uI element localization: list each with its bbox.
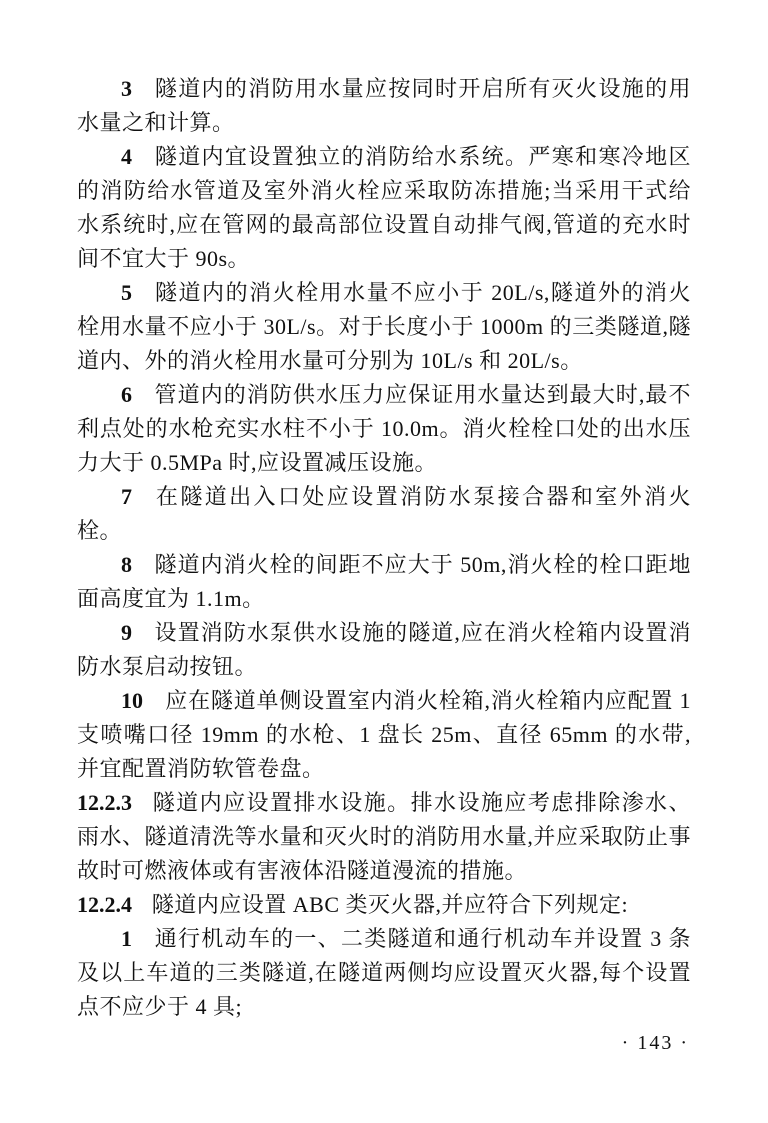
section-12-2-3-paragraph <box>77 786 691 888</box>
clause-3-paragraph <box>77 72 691 140</box>
section-text: 隧道内应设置排水设施。排水设施应考虑排除渗水、雨水、隧道清洗等水量和灭火时的消防用水量,并应采取防止事故时可燃液体或有害液体沿隧道漫流的措施。 <box>77 790 691 883</box>
clause-6-paragraph <box>77 378 691 480</box>
section-number: 12.2.4 <box>77 892 132 917</box>
page-number: · 143 · <box>621 1032 689 1054</box>
clause-number: 4 <box>121 144 132 169</box>
clause-5-paragraph <box>77 276 691 378</box>
clause-10-paragraph <box>77 684 691 786</box>
section-12-2-4-paragraph <box>77 888 691 922</box>
clause-number: 8 <box>121 552 132 577</box>
clause-number: 6 <box>121 382 132 407</box>
clause-text: 隧道内宜设置独立的消防给水系统。严寒和寒冷地区的消防给水管道及室外消火栓应采取防冻措施;当采用干式给水系统时,应在管网的最高部位设置自动排气阀,管道的充水时间不宜大于 90s。 <box>77 144 691 271</box>
document-body <box>77 72 691 1024</box>
section-number: 12.2.3 <box>77 790 132 815</box>
clause-9-paragraph <box>77 616 691 684</box>
clause-number: 3 <box>121 76 132 101</box>
clause-text: 在隧道出入口处应设置消防水泵接合器和室外消火栓。 <box>77 484 691 543</box>
subclause-1-paragraph <box>77 922 691 1024</box>
clause-text: 应在隧道单侧设置室内消火栓箱,消火栓箱内应配置 1 支喷嘴口径 19mm 的水枪、1 盘长 25m、直径 65mm 的水带,并宜配置消防软管卷盘。 <box>77 688 691 781</box>
clause-number: 5 <box>121 280 132 305</box>
clause-number: 7 <box>121 484 132 509</box>
clause-text: 隧道内的消防用水量应按同时开启所有灭火设施的用水量之和计算。 <box>77 76 691 135</box>
clause-text: 隧道内消火栓的间距不应大于 50m,消火栓的栓口距地面高度宜为 1.1m。 <box>77 552 691 611</box>
clause-text: 设置消防水泵供水设施的隧道,应在消火栓箱内设置消防水泵启动按钮。 <box>77 620 691 679</box>
clause-text: 管道内的消防供水压力应保证用水量达到最大时,最不利点处的水枪充实水柱不小于 10.0m。消火栓栓口处的出水压力大于 0.5MPa 时,应设置减压设施。 <box>77 382 691 475</box>
clause-text: 隧道内的消火栓用水量不应小于 20L/s,隧道外的消火栓用水量不应小于 30L/s。对于长度小于 1000m 的三类隧道,隧道内、外的消火栓用水量可分别为 10L/s 和 20L/s。 <box>77 280 691 373</box>
section-text: 隧道内应设置 ABC 类灭火器,并应符合下列规定: <box>151 892 629 917</box>
clause-number: 1 <box>121 926 132 951</box>
clause-4-paragraph <box>77 140 691 276</box>
clause-text: 通行机动车的一、二类隧道和通行机动车并设置 3 条及以上车道的三类隧道,在隧道两侧均应设置灭火器,每个设置点不应少于 4 具; <box>77 926 691 1019</box>
clause-7-paragraph <box>77 480 691 548</box>
clause-number: 9 <box>121 620 132 645</box>
clause-number: 10 <box>121 688 143 713</box>
clause-8-paragraph <box>77 548 691 616</box>
